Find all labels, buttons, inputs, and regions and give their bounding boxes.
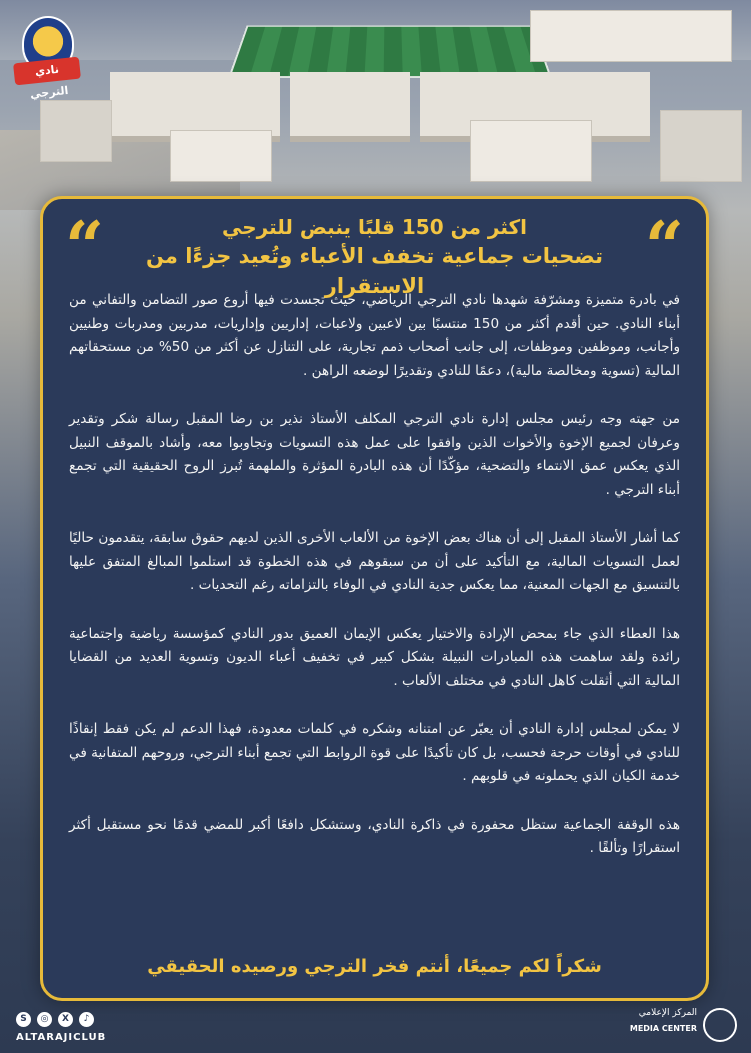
stand-center [290,72,410,142]
building [530,10,732,62]
club-seal-icon [703,1008,737,1042]
building [660,110,742,182]
x-icon[interactable]: X [58,1012,73,1027]
paragraph: هذا العطاء الذي جاء بمحض الإرادة والاختيار يعكس الإيمان العميق بدور النادي كمؤسسة رياضية واجتماعية رائدة ولقد ساهمت هذه المبادرات النبيلة بشكل كبير في تخفيف أعباء الديون وتسوية العديد من القضايا المالية التي أثقلت كاهل النادي في مختلف الألعاب . [69,625,680,689]
paragraph: كما أشار الأستاذ المقبل إلى أن هناك بعض الإخوة من الألعاب الأخرى الذين لديهم حقوق سابقة، يتقدمون حاليًا لعمل التسويات المالية، مع التأكيد على أن من سبقوهم في هذه الخطوة قد استلموا المبالغ المتفق عليها بالتنسيق مع الجهات المعنية، مما يعكس جدية النادي في الوفاء بالتزاماته رغم التحديات . [69,530,680,593]
thanks-line: شكراً لكم جميعًا، أنتم فخر الترجي ورصيده الحقيقي [147,956,602,977]
instagram-icon[interactable]: ◎ [37,1012,52,1027]
headline [123,213,626,301]
social-icons [16,1012,94,1027]
media-center-logo [627,1008,737,1044]
paragraph: هذه الوقفة الجماعية ستظل محفورة في ذاكرة النادي، وستشكل دافعًا أكبر للمضي قدمًا نحو مستقبل أكثر استقرارًا وتألقًا . [69,816,680,856]
quote-mark-left-icon: “ [65,207,105,287]
tiktok-icon[interactable]: ♪ [79,1012,94,1027]
paragraph: من جهته وجه رئيس مجلس إدارة نادي الترجي المكلف الأستاذ نذير بن رضا المقبل رسالة شكر وتقدير وعرفان لجميع الإخوة والأخوات الذين وافقوا على عمل هذه التسويات وتجاوبوا معه، وأشاد بالموقف النبيل الذي يعكس عمق الانتماء والتضحية، مؤكّدًا أن هذه البادرة المؤثرة والملهمة تُبرز الروح الحقيقية التي تجمع أبناء الترجي . [69,411,680,498]
media-center-en: MEDIA CENTER [629,1024,697,1033]
social-handle: ALTARAJICLUB [16,1032,107,1043]
club-logo [14,14,80,101]
paragraph: في بادرة متميزة ومشرّفة شهدها نادي الترجي الرياضي، حيث تجسدت فيها أروع صور التضامن والتفاني من أبناء النادي. حين أقدم أكثر من 150 منتسبًا بين لاعبين ولاعبات، إداريين وإداريات، مدربين ومدربات وطنيين وأجانب، وموظفين وموظفات، إلى جانب أصحاب ذمم تجارية، على التنازل عن أكثر من 50% من مستحقاتهم المالية (تسوية ومخالصة مالية)، دعمًا للنادي وتقديرًا لوضعه الراهن . [69,292,681,379]
quote-mark-right-icon: “ [644,207,684,287]
building [470,120,592,182]
snapchat-icon[interactable]: S [16,1012,31,1027]
headline-line-2: تضحيات جماعية تخفف الأعباء وتُعيد جزءًا من الاستقرار [146,244,603,298]
media-center-ar: المركز الإعلامي [638,1008,697,1018]
statement-panel [40,196,709,1001]
building [40,100,112,162]
headline-line-1: اكثر من 150 قلبًا ينبض للترجي [221,215,528,239]
building [170,130,272,182]
logo-text: نادي الترجي [13,57,81,86]
paragraph: لا يمكن لمجلس إدارة النادي أن يعبّر عن امتنانه وشكره في كلمات معدودة، فهذا الدعم لم يكن فقط إنقاذًا للنادي في أوقات حرجة فحسب، بل كان تأكيدًا على قوة الروابط التي تجمع أبناء الترجي، وروحهم المتفانية في خدمة الكيان الذي يحملونه في قلوبهم . [69,721,680,784]
football-pitch [228,25,552,78]
statement-body [69,289,680,886]
